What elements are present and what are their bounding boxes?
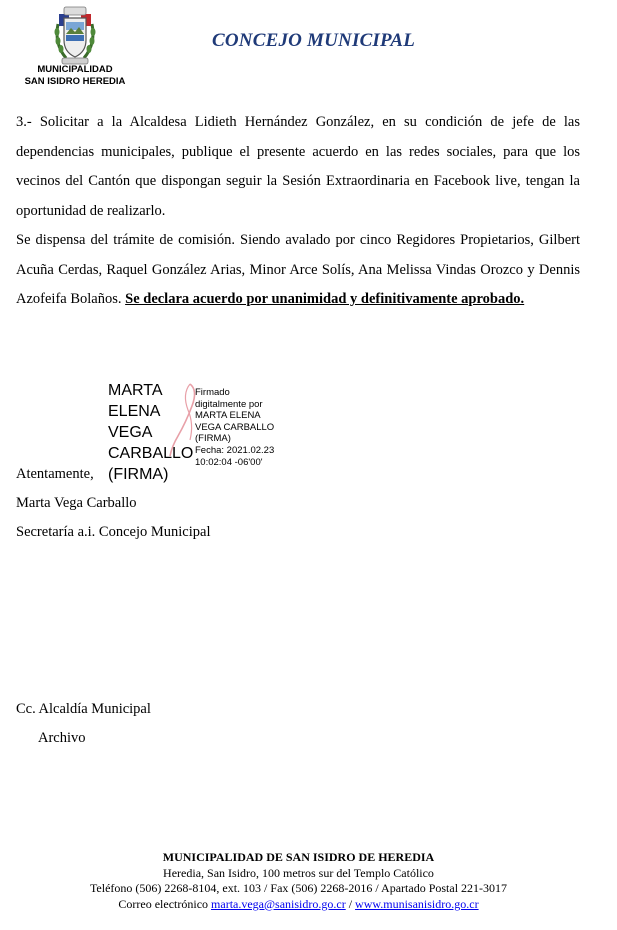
copy-recipient-1: Cc. Alcaldía Municipal [16,701,151,717]
closing-salutation: Atentamente, [16,466,94,482]
signature-name-block: MARTA ELENA VEGA CARBALLO (FIRMA) [108,382,194,483]
website-link[interactable]: www.munisanisidro.go.cr [355,896,479,911]
footer-separator: / [348,896,353,911]
footer-phones: Teléfono (506) 2268-8104, ext. 103 / Fax (506) 2268-2016 / Apartado Postal 221-3017 [89,881,508,895]
approval-declaration: Se declara acuerdo por unanimidad y definitivamente aprobado. [125,291,525,307]
agreement-paragraph-2 [16,226,580,315]
email-link[interactable]: marta.vega@sanisidro.go.cr [211,896,346,911]
copy-recipient-2: Archivo [38,730,86,746]
footer-contact [0,897,597,913]
signer-name: Marta Vega Carballo [16,495,137,511]
footer-address: Heredia, San Isidro, 100 metros sur del Templo Católico [163,865,434,880]
municipality-name: MUNICIPALIDAD SAN ISIDRO HEREDIA [24,64,126,87]
signer-role: Secretaría a.i. Concejo Municipal [16,524,211,540]
email-label: Correo electrónico [118,896,209,911]
footer [0,850,597,912]
page-title: CONCEJO MUNICIPAL [212,30,416,51]
agreement-paragraph-1: 3.- Solicitar a la Alcaldesa Lidieth Hernández González, en su condición de jefe de las dependencias municipales, publique el presente acuerdo en las redes sociales, para que los vecinos del Cantón que dispongan seguir la Sesión Extraordinaria en Facebook live, tengan la oportunidad de realizarlo. [16,114,580,219]
signature-metadata: Firmado digitalmente por MARTA ELENA VEGA CARBALLO (FIRMA) Fecha: 2021.02.23 10:02:04 -06'00' [195,387,275,468]
municipal-coat-of-arms-icon [52,4,98,66]
approval-text: Se dispensa del trámite de comisión. Siendo avalado por cinco Regidores Propietarios, Gilbert Acuña Cerdas, Raquel González Arias, Minor Arce Solís, Ana Melissa Vindas Orozco y Dennis Azofeifa Bolaños. [16,232,580,307]
footer-title: MUNICIPALIDAD DE SAN ISIDRO DE HEREDIA [162,850,435,864]
